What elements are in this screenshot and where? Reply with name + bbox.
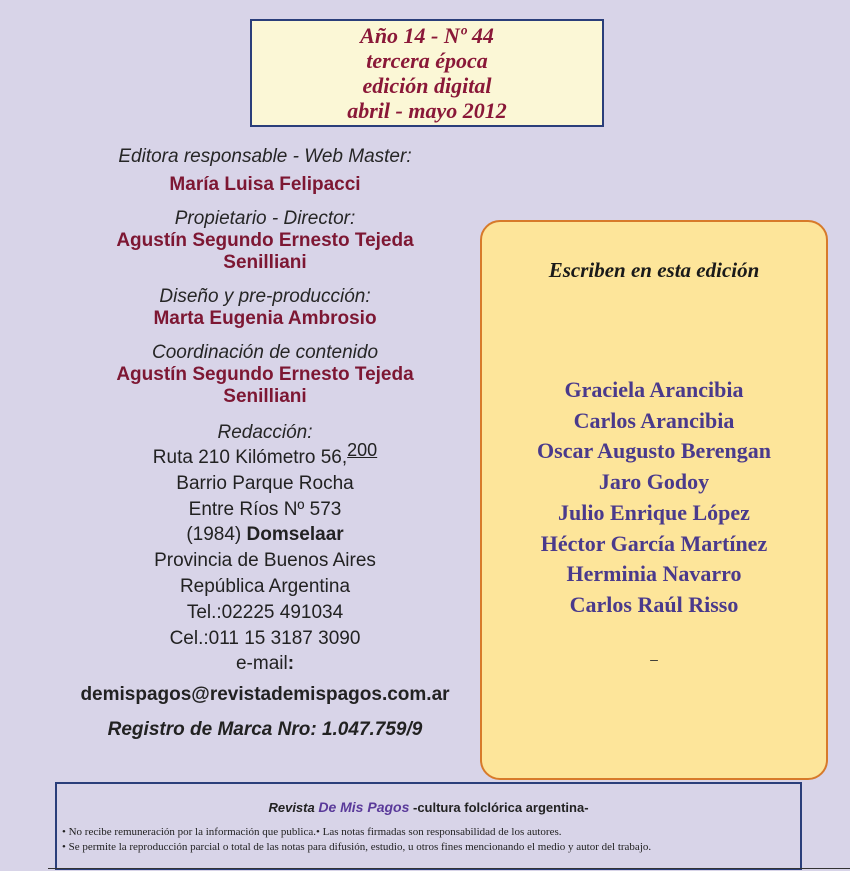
address-localidad — [55, 522, 475, 548]
postal-code: (1984) — [186, 524, 247, 546]
edition-type: edición digital — [362, 73, 492, 98]
email-label-text: e-mail — [235, 653, 288, 675]
email-label — [55, 651, 475, 677]
bottom-divider — [48, 868, 850, 869]
redaccion-address — [55, 420, 475, 741]
edition-box — [250, 19, 604, 127]
email-label-colon: : — [287, 653, 295, 675]
writer-name: Héctor García Martínez — [540, 530, 768, 556]
writer-name: Graciela Arancibia — [564, 377, 744, 402]
person-name: Senilliani — [223, 386, 307, 407]
footer-note: • Se permite la reproducción parcial o total de las notas para difusión, estudio, u otros fines mencionando el medio y autor del trabajo. — [62, 841, 652, 853]
phone-number: Tel.:02225 491034 — [186, 601, 344, 623]
ruta-superscript: 200 — [347, 440, 378, 460]
footer-note: • No recibe remuneración por la información que publica.• Las notas firmadas son responsabilidad de los autores. — [62, 826, 562, 838]
writer-name: Oscar Augusto Berengan — [537, 438, 771, 464]
person-name: María Luisa Felipacci — [169, 174, 361, 195]
writer-name: Carlos Raúl Risso — [569, 591, 739, 617]
address-calle: Entre Ríos Nº 573 — [188, 498, 342, 520]
role-label: Propietario - Director: — [174, 208, 356, 229]
edition-number: Año 14 - Nº 44 — [360, 23, 494, 48]
edition-epoch: tercera época — [366, 48, 488, 73]
credits-column — [55, 146, 475, 741]
footer-title — [57, 799, 800, 815]
email-link[interactable]: demispagos@revistademispagos.com.ar — [80, 684, 450, 706]
footer-box — [55, 782, 802, 870]
person-name: Senilliani — [223, 252, 307, 273]
address-pais: República Argentina — [179, 575, 351, 597]
role-label: Diseño y pre-producción: — [159, 286, 371, 307]
writers-list — [482, 375, 826, 621]
address-barrio: Barrio Parque Rocha — [176, 472, 354, 494]
footer-brand: De Mis Pagos — [318, 799, 410, 815]
writer-name: Jaro Godoy — [598, 469, 710, 495]
writer-name: Julio Enrique López — [558, 499, 750, 525]
person-name: Agustín Segundo Ernesto Tejeda — [116, 230, 414, 251]
writer-name: Herminia Navarro — [566, 561, 742, 587]
person-name: Marta Eugenia Ambrosio — [153, 308, 377, 329]
footer-notes — [62, 825, 800, 855]
footer-tagline: -cultura folclórica argentina- — [409, 800, 589, 815]
address-ruta — [55, 440, 475, 471]
cell-number: Cel.:011 15 3187 3090 — [169, 627, 361, 649]
credit-editora — [55, 146, 475, 196]
role-label: Editora responsable - Web Master: — [118, 146, 412, 167]
writer-name: Carlos Arancibia — [573, 407, 735, 433]
ruta-text: Ruta 210 Kilómetro 56, — [152, 447, 348, 468]
writers-title: Escriben en esta edición — [548, 258, 760, 282]
writers-box — [480, 220, 828, 780]
redaccion-label: Redacción: — [217, 422, 313, 443]
credit-coordinacion — [55, 342, 475, 408]
writers-dash: – — [650, 650, 658, 667]
role-label: Coordinación de contenido — [151, 342, 379, 363]
footer-revista: Revista — [268, 800, 319, 815]
credit-propietario — [55, 208, 475, 274]
address-provincia: Provincia de Buenos Aires — [154, 550, 376, 572]
localidad-name: Domselaar — [246, 524, 344, 546]
credit-diseno — [55, 286, 475, 330]
person-name: Agustín Segundo Ernesto Tejeda — [116, 364, 414, 385]
registro-marca: Registro de Marca Nro: 1.047.759/9 — [107, 719, 423, 741]
edition-date: abril - mayo 2012 — [347, 98, 507, 123]
